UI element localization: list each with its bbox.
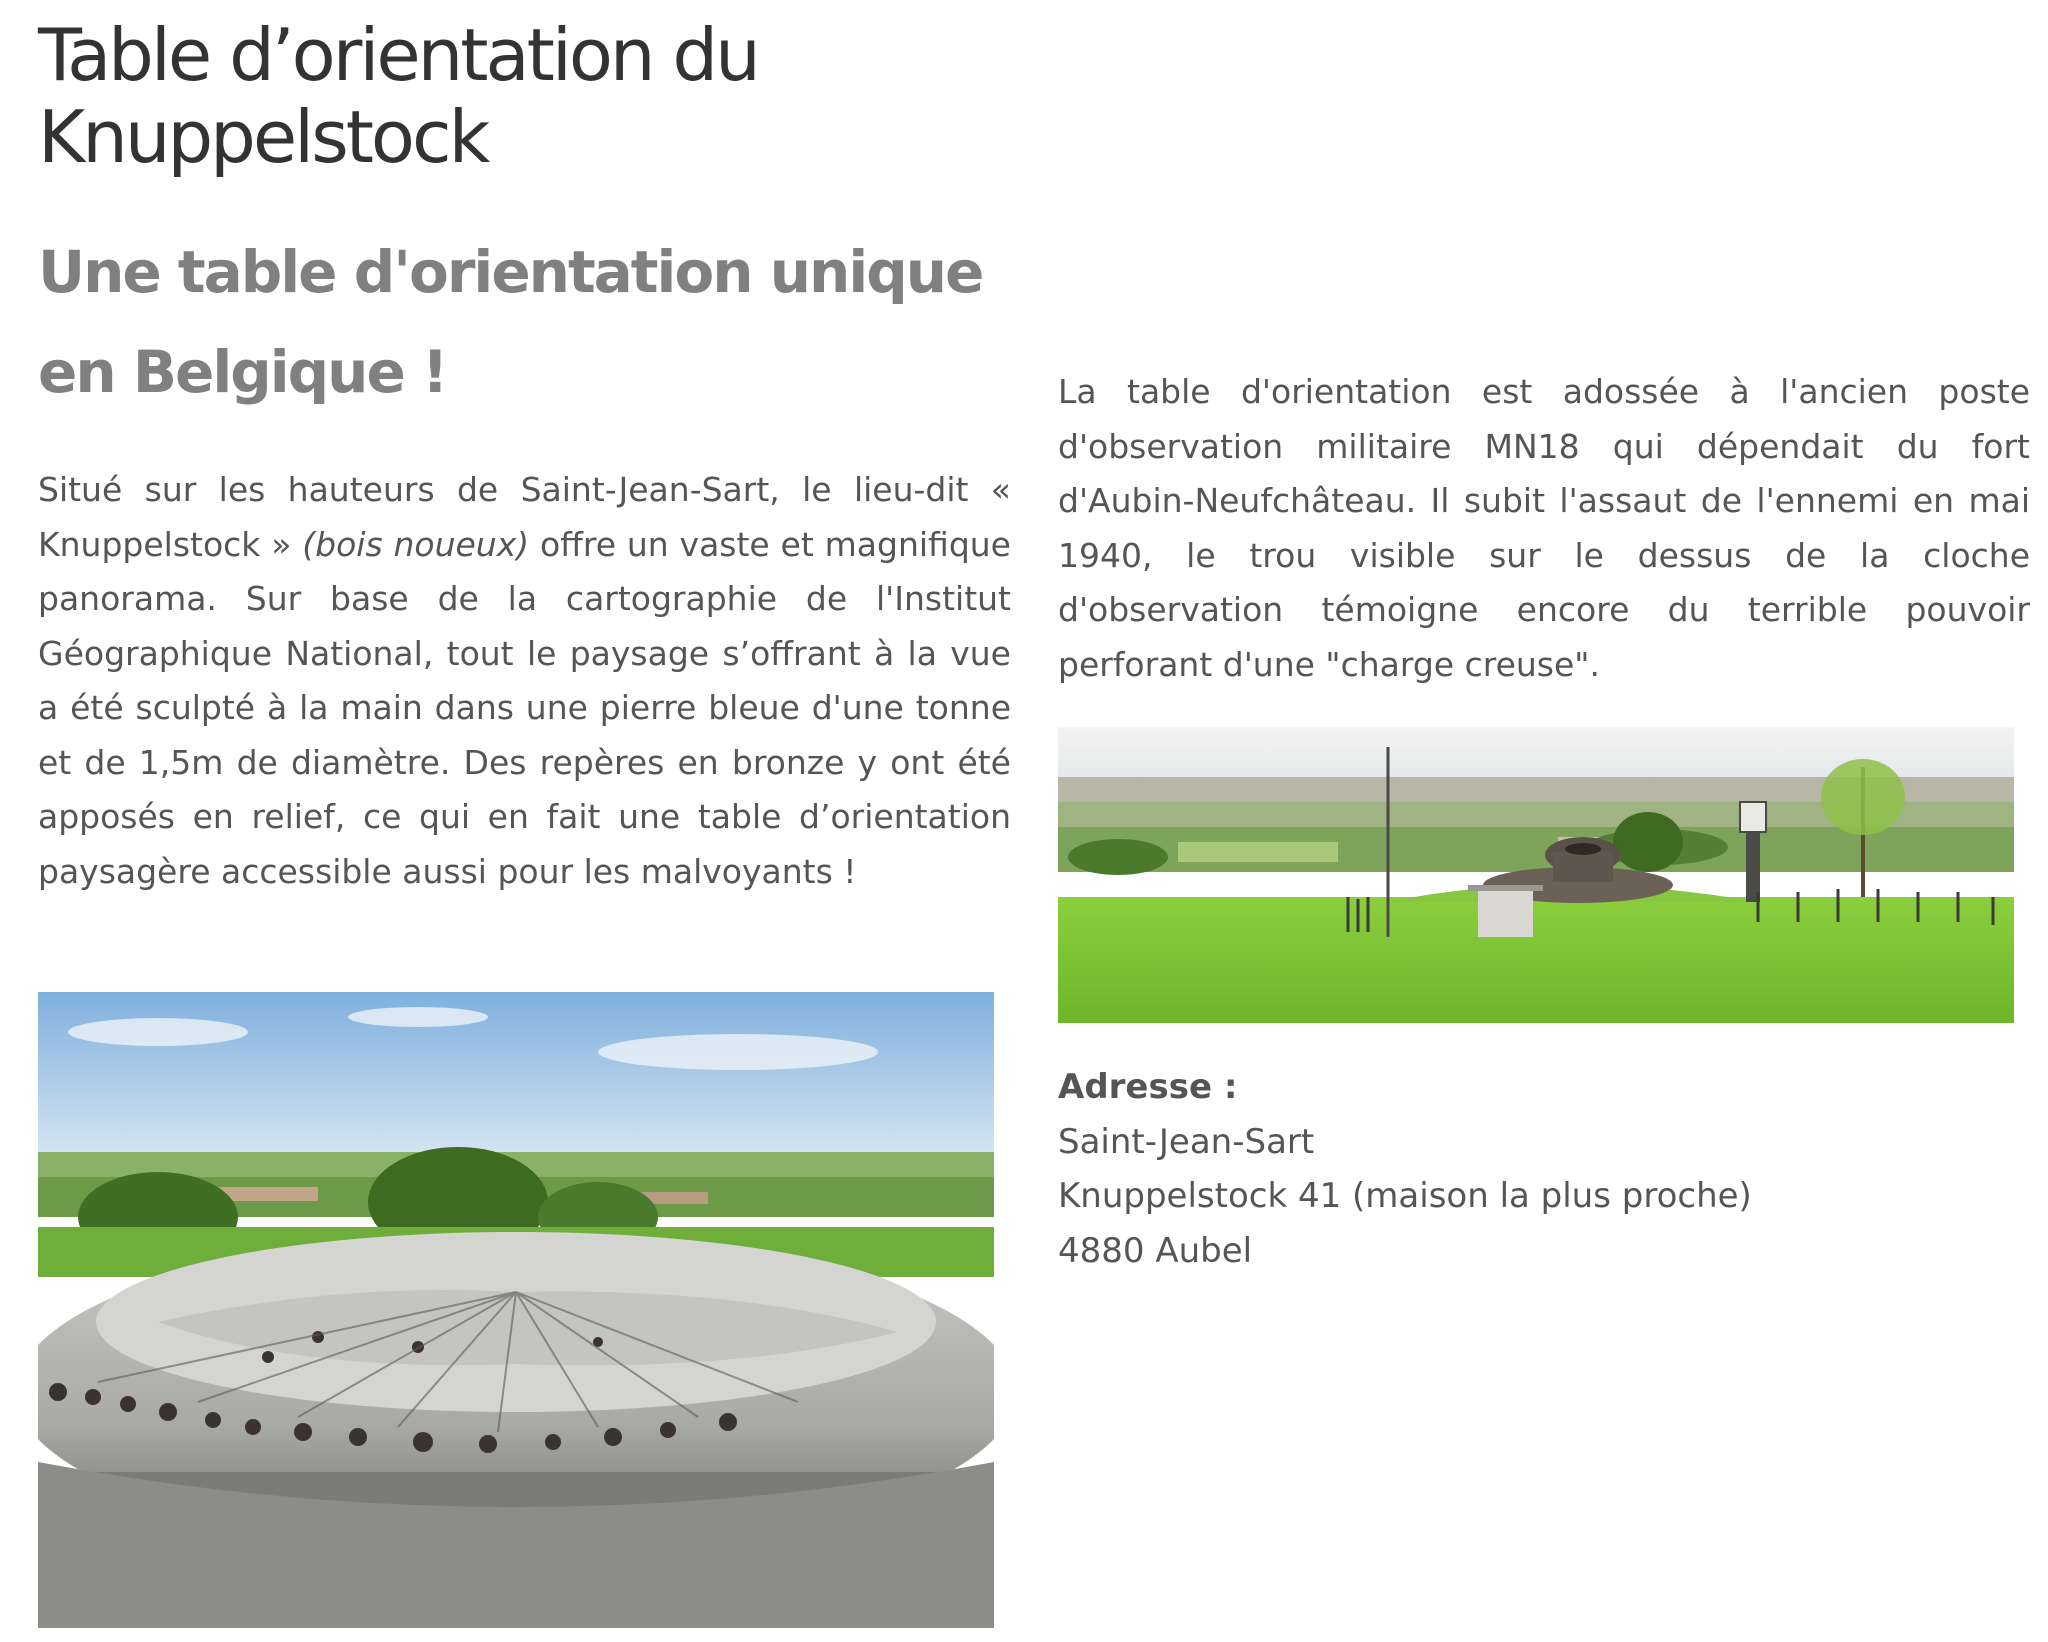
- history-paragraph: La table d'orientation est adossée à l'ancien poste d'observation militaire MN18 qui dépendait du fort d'Aubin-Neufchâteau. Il subit l'assaut de l'ennemi en mai 1940, le trou visible sur le dessus de la cloche d'observation témoigne encore du terrible pouvoir perforant d'une "charge creuse".: [1058, 372, 2030, 684]
- orientation-table-image: [38, 992, 994, 1628]
- address-label: Adresse :: [1058, 1067, 1238, 1107]
- page-title-line-2: Knuppelstock: [38, 95, 488, 179]
- address-line-postcode: 4880 Aubel: [1058, 1230, 1253, 1271]
- address-line-street: Knuppelstock 41 (maison la plus proche): [1058, 1176, 1752, 1216]
- bunker-image: [1058, 727, 2014, 1023]
- intro-text-end: offre un vaste et magnifique panorama. Sur base de la cartographie de l'Institut Géographique National, tout le paysage s’offrant à la vue a été sculpté à la main dans une pierre bleue d'une tonne et de 1,5m de diamètre. Des repères en bronze y ont été apposés en relief, ce qui en fait une table d’orientation paysagère accessible aussi pour les malvoyants !: [38, 524, 1011, 891]
- page-subtitle-line-2: en Belgique !: [38, 338, 447, 406]
- orientation-table-photo: [38, 992, 994, 1628]
- address-block: [1058, 1060, 1958, 1278]
- page-subtitle-line-1: Une table d'orientation unique: [38, 238, 983, 306]
- page-title-line-1: Table d’orientation du: [38, 13, 758, 97]
- intro-text-start: Situé sur les hauteurs de Saint-Jean-Sart, le lieu-dit « Knuppelstock »: [38, 470, 1011, 564]
- page-subtitle: [38, 222, 1038, 422]
- intro-italic-note: (bois noueux): [302, 524, 530, 564]
- bunker-photo: [1058, 727, 2014, 1023]
- intro-paragraph: [38, 463, 1011, 899]
- address-line-town: Saint-Jean-Sart: [1058, 1121, 1315, 1162]
- page-title: [38, 14, 1018, 178]
